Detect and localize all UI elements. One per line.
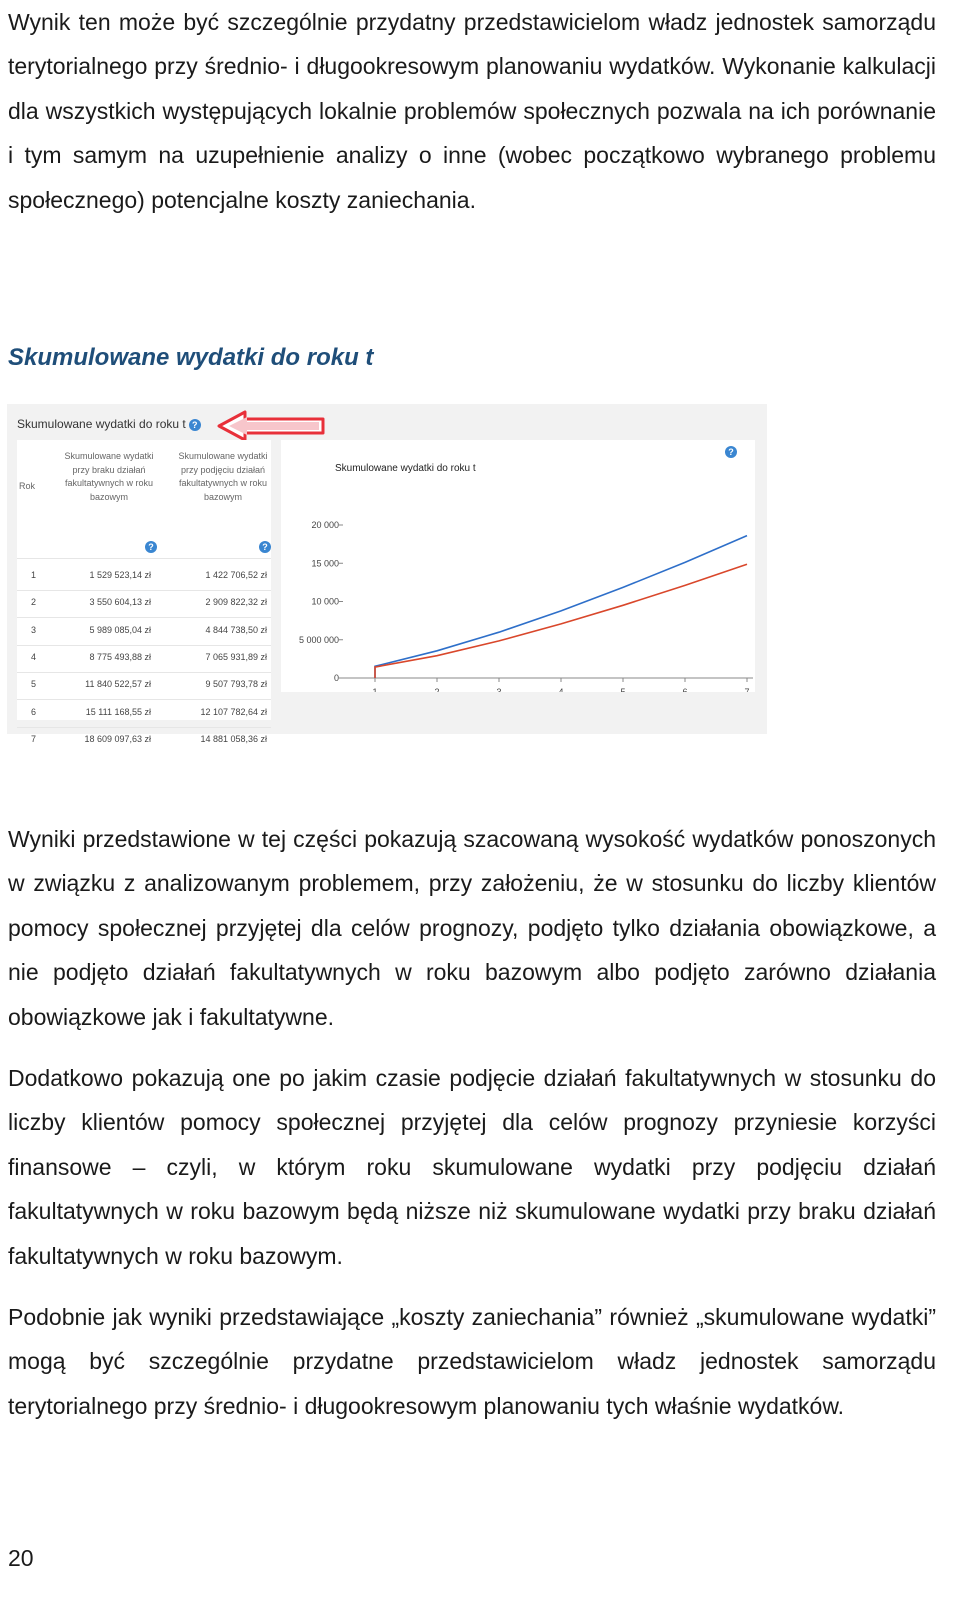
table-cell-rok: 7 bbox=[31, 733, 37, 744]
row-divider bbox=[17, 672, 271, 673]
panel-title-text: Skumulowane wydatki do roku t bbox=[17, 417, 186, 431]
table-cell-with-action: 9 507 793,78 zł bbox=[205, 679, 267, 690]
y-tick-label: 5 000 000 bbox=[298, 634, 339, 645]
table-cell-with-action: 4 844 738,50 zł bbox=[205, 624, 267, 635]
chart-panel bbox=[281, 440, 755, 692]
table-cell-no-action: 18 609 097,63 zł bbox=[84, 733, 151, 744]
x-tick-label: 1 bbox=[372, 687, 378, 692]
intro-paragraph: Wynik ten może być szczególnie przydatny przedstawicielom władz jednostek samorządu terytorialnego przy średnio- i długookresowym planowaniu wydatków. Wykonanie kalkulacji dla wszystkich występujących lokalnie problemów społecznych pozwala na ich porównanie i tym samym na uzupełnienie analizy o inne (wobec początkowo wybranego problemu społecznego) potencjalne koszty zaniechania. bbox=[8, 9, 936, 213]
table-cell-with-action: 7 065 931,89 zł bbox=[205, 651, 267, 662]
page-number: 20 bbox=[8, 1545, 34, 1571]
table-cell-with-action: 2 909 822,32 zł bbox=[205, 597, 267, 608]
chart-title: Skumulowane wydatki do roku t bbox=[335, 463, 476, 474]
help-icon[interactable]: ? bbox=[189, 419, 201, 431]
row-divider bbox=[17, 645, 271, 646]
table-cell-with-action: 12 107 782,64 zł bbox=[200, 706, 267, 717]
similarly-paragraph: Podobnie jak wyniki przedstawiające „koszty zaniechania” również „skumulowane wydatki” mogą być szczególnie przydatne przedstawicielom władz jednostek samorządu terytorialnego przy średnio- i długookresowym planowaniu tych właśnie wydatków. bbox=[8, 1304, 936, 1419]
x-tick-label: 5 bbox=[620, 687, 626, 692]
table-cell-rok: 3 bbox=[31, 624, 37, 635]
panel-title bbox=[17, 417, 201, 431]
chart-axes bbox=[299, 520, 753, 692]
y-tick-label: 15 000 bbox=[311, 558, 339, 569]
table-cell-no-action: 15 111 168,55 zł bbox=[85, 706, 151, 717]
table-cell-no-action: 5 989 085,04 zł bbox=[89, 624, 151, 635]
table-cell-rok: 1 bbox=[31, 570, 37, 580]
chart-help-icon[interactable]: ? bbox=[725, 446, 737, 458]
x-tick-label: 3 bbox=[496, 687, 502, 692]
table-cell-rok: 4 bbox=[31, 651, 37, 662]
results-paragraph: Wyniki przedstawione w tej części pokazują szacowaną wysokość wydatków ponoszonych w związku z analizowanym problemem, przy założeniu, że w stosunku do liczby klientów pomocy społecznej przyjętej dla celów prognozy, podjęto tylko działania obowiązkowe, a nie podjęto działań fakultatywnych w roku bazowym albo podjęto zarówno działania obowiązkowe jak i fakultatywne. bbox=[8, 826, 936, 1030]
row-divider bbox=[17, 727, 271, 728]
chart-series bbox=[375, 536, 747, 678]
series-line-2 bbox=[375, 564, 747, 678]
table-cell-rok: 2 bbox=[31, 597, 37, 608]
table-cell-no-action: 1 529 523,14 zł bbox=[89, 570, 151, 580]
header-divider bbox=[17, 558, 271, 559]
x-tick-label: 4 bbox=[558, 687, 564, 692]
table-cell-rok: 6 bbox=[31, 706, 37, 717]
table-cell-with-action: 1 422 706,52 zł bbox=[205, 570, 267, 580]
results-table bbox=[17, 440, 271, 744]
row-divider bbox=[17, 617, 271, 618]
y-tick-label: 20 000 bbox=[311, 520, 339, 530]
table-cell-with-action: 14 881 058,36 zł bbox=[200, 733, 267, 744]
col-header-no-action: Skumulowane wydatki przy braku działań fakultatywnych w roku bazowym bbox=[64, 451, 154, 502]
table-cell-rok: 5 bbox=[31, 679, 37, 690]
table-cell-no-action: 3 550 604,13 zł bbox=[89, 597, 151, 608]
row-divider bbox=[17, 590, 271, 591]
line-chart bbox=[281, 440, 755, 692]
col-header-rok: Rok bbox=[19, 481, 36, 491]
col-header-with-action: Skumulowane wydatki przy podjęciu działań fakultatywnych w roku bazowym bbox=[178, 451, 268, 502]
no-action-help-icon[interactable]: ? bbox=[145, 541, 157, 553]
y-tick-label: 10 000 bbox=[311, 596, 339, 607]
x-tick-label: 2 bbox=[434, 687, 440, 692]
embedded-app-screenshot bbox=[7, 404, 767, 744]
with-action-help-icon[interactable]: ? bbox=[259, 541, 271, 553]
additionally-paragraph: Dodatkowo pokazują one po jakim czasie podjęcie działań fakultatywnych w stosunku do liczby klientów pomocy społecznej przyjętej dla celów prognozy przyniesie korzyści finansowe – czyli, w którym roku skumulowane wydatki przy podjęciu działań fakultatywnych w roku bazowym będą niższe niż skumulowane wydatki przy braku działań fakultatywnych w roku bazowym. bbox=[8, 1065, 936, 1269]
red-arrow-icon bbox=[215, 409, 327, 443]
x-tick-label: 7 bbox=[744, 687, 750, 692]
row-divider bbox=[17, 699, 271, 700]
section-heading: Skumulowane wydatki do roku t bbox=[8, 344, 374, 371]
y-tick-label: 0 bbox=[333, 673, 339, 683]
x-tick-label: 6 bbox=[682, 687, 688, 692]
table-cell-no-action: 8 775 493,88 zł bbox=[89, 651, 151, 662]
table-cell-no-action: 11 840 522,57 zł bbox=[85, 679, 151, 690]
